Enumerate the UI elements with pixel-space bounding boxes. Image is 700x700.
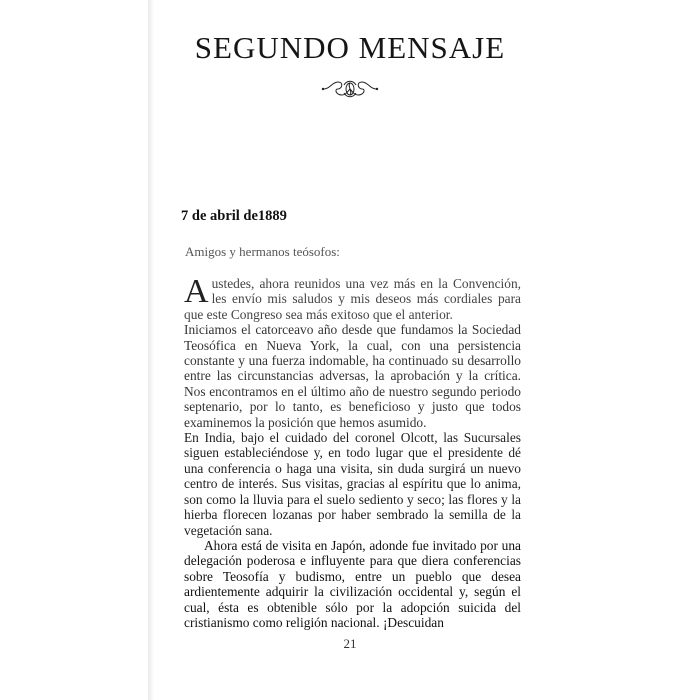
letter-body: [184, 273, 521, 630]
paragraph-1-text: ustedes, ahora reunidos una vez más en la Convención, les envío mis saludos y mis deseos más cordiales para que este Congreso sea más exitoso que el anterior.: [184, 276, 521, 322]
letter-date: 7 de abril de1889: [181, 208, 287, 224]
drop-cap: A: [184, 273, 209, 310]
chapter-title: SEGUNDO MENSAJE: [194, 30, 506, 65]
paragraph-3: En India, bajo el cuidado del coronel Olcott, las Sucursales siguen estableciéndose y, en todo lugar que el presidente dé una conferencia o haga una visita, sin duda surgirá un nuevo centro de interés. Sus visitas, gracias al espíritu que lo anima, son como la lluvia para el suelo sediento y seco; las flores y la hierba florecen lozanas por haber sembrado la semilla de la vegetación sana.: [184, 430, 521, 538]
page-number: 21: [343, 636, 357, 651]
scroll-flourish-ornament-icon: [320, 76, 380, 102]
paragraph-2: Iniciamos el catorceavo año desde que fundamos la Sociedad Teosófica en Nueva York, la cual, con una persistencia constante y una fuerza indomable, ha continuado su desarrollo entre las circunstancias adversas, la aprobación y la crítica. Nos encontramos en el último año de nuestro segundo periodo septenario, por lo tanto, es beneficioso y justo que todos examinemos la posición que hemos asumido.: [184, 322, 521, 430]
letter-greeting: Amigos y hermanos teósofos:: [185, 244, 340, 259]
page-gutter-shadow: [148, 0, 154, 700]
paragraph-1: [184, 273, 521, 322]
paragraph-4: Ahora está de visita en Japón, adonde fue invitado por una delegación poderosa e influyente para que diera conferencias sobre Teosofía y budismo, entre un pueblo que desea ardientemente adquirir la civilización occidental y, según el cual, ésta es obtenible sólo por la adopción suicida del cristianismo como religión nacional. ¡Descuidan: [184, 537, 521, 630]
